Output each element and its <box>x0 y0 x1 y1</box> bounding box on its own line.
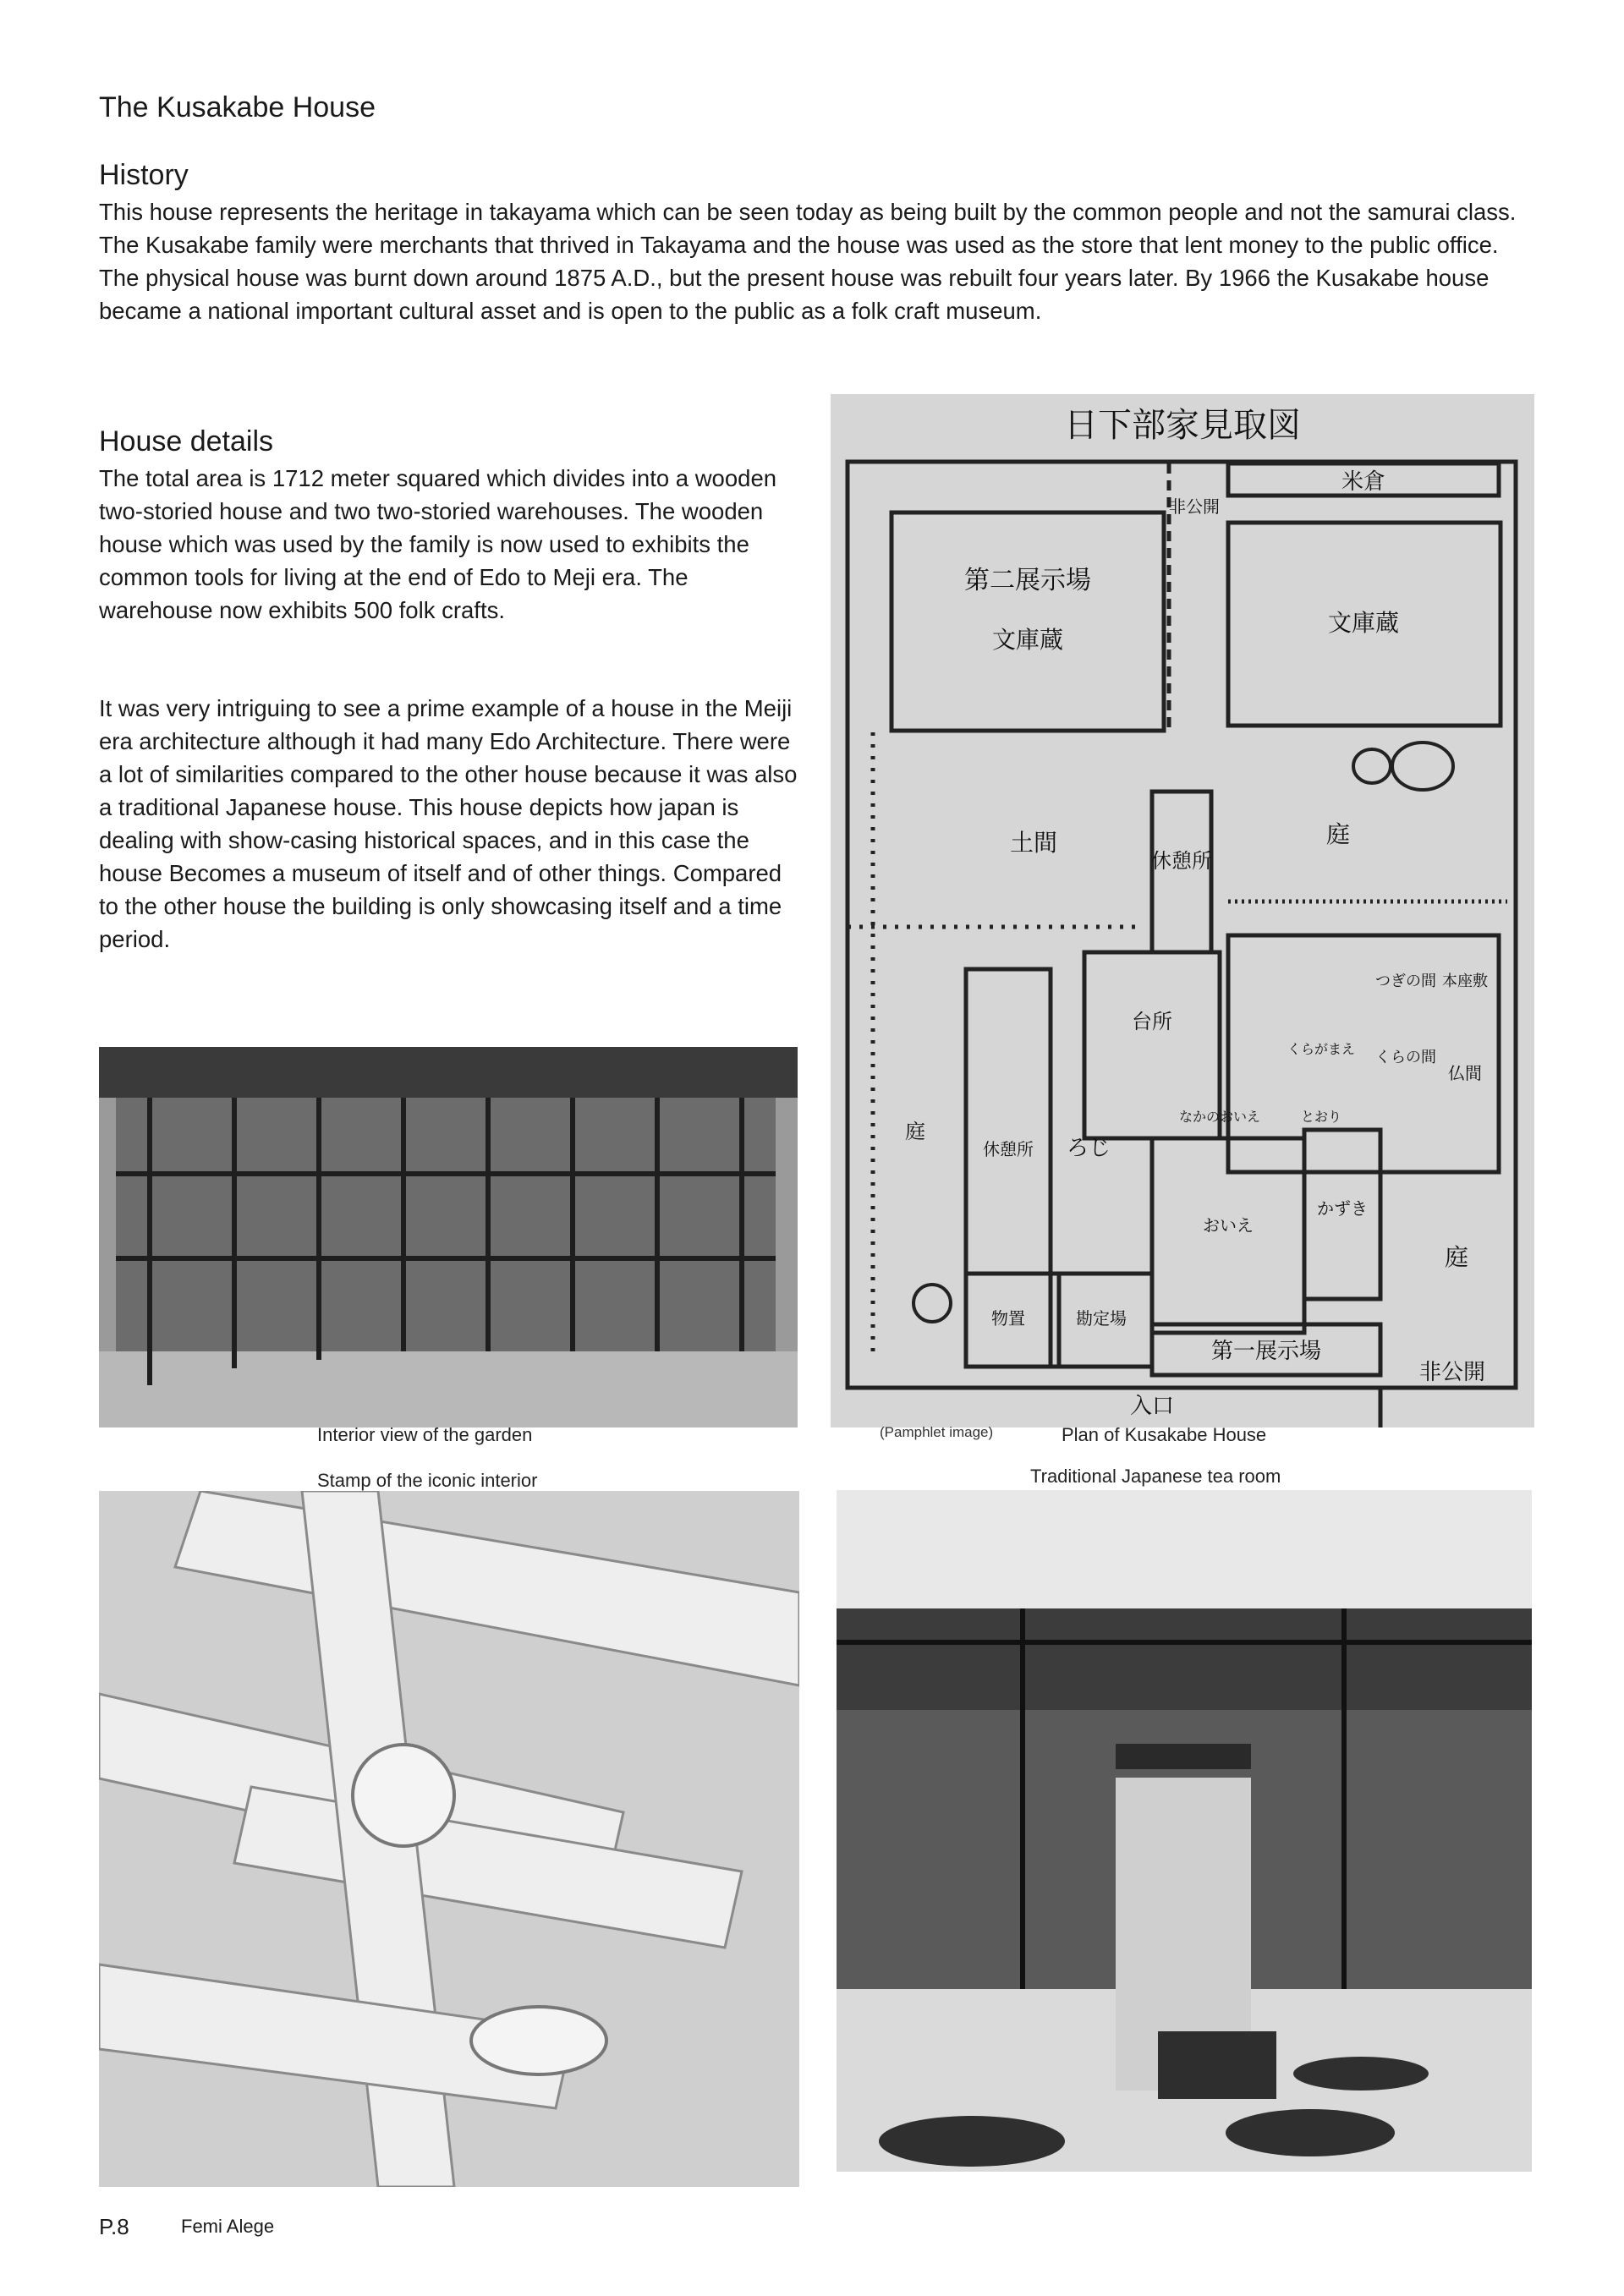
tea-room-photo <box>837 1490 1532 2172</box>
plan-label-garden-left: 庭 <box>905 1120 925 1143</box>
history-heading: History <box>99 159 189 191</box>
plan-label-rest2: 休憩所 <box>983 1139 1034 1159</box>
plan-label-tsugi: つぎの間 <box>1375 973 1436 990</box>
floor-plan-image <box>831 394 1534 1427</box>
plan-label-bunko-left: 文庫蔵 <box>991 626 1064 654</box>
caption-tearoom: Traditional Japanese tea room <box>1030 1466 1281 1487</box>
plan-label-private-top: 非公開 <box>1169 496 1220 517</box>
plan-label-kazuki: かずき <box>1317 1198 1368 1219</box>
caption-plan: Plan of Kusakabe House <box>1062 1424 1267 1445</box>
plan-label-entrance: 入口 <box>1129 1394 1175 1419</box>
plan-label-rest: 休憩所 <box>1151 849 1212 873</box>
plan-label-hall2: 第二展示場 <box>964 566 1091 595</box>
house-details-heading: House details <box>99 425 274 458</box>
plan-label-roji: ろじ <box>1066 1136 1111 1161</box>
plan-label-garden-top: 庭 <box>1325 820 1351 848</box>
stamp-image <box>99 1491 799 2187</box>
plan-label-kura: くらの間 <box>1375 1049 1436 1066</box>
plan-title: 日下部家見取図 <box>1064 406 1301 445</box>
plan-label-rice: 米倉 <box>1341 469 1386 495</box>
page-title: The Kusakabe House <box>99 91 376 123</box>
house-details-text: The total area is 1712 meter squared which divides into a wooden two-storied house and two two-storied warehouses. The wooden house which was used by the family is now used to exhibits the common tools for living at the end of Edo to Meji era. The warehouse now exhibits 500 folk crafts. <box>99 465 777 623</box>
plan-label-private-bottom: 非公開 <box>1418 1360 1486 1385</box>
plan-label-kuraga: くらがまえ <box>1287 1041 1356 1057</box>
plan-label-doma: 土間 <box>1009 829 1058 857</box>
plan-label-bunko-right: 文庫蔵 <box>1327 609 1400 637</box>
plan-label-honzashiki: 本座敷 <box>1442 973 1488 990</box>
plan-label-garden-right: 庭 <box>1444 1243 1469 1271</box>
reflection-text: It was very intriguing to see a prime example of a house in the Meiji era architecture although it had many Edo Architecture. There were a lot of similarities compared to the other house because it was also a traditional Japanese house. This house depicts how japan is dealing with show-casing historical spaces, and in this case the house Becomes a museum of itself and of other things. Compared to the other house the building is only showcasing itself and a time period. <box>99 695 798 952</box>
caption-garden: Interior view of the garden <box>317 1424 533 1445</box>
plan-label-kitchen: 台所 <box>1132 1010 1172 1033</box>
plan-label-hall1: 第一展示場 <box>1210 1339 1322 1364</box>
garden-photo <box>99 1047 798 1427</box>
plan-label-oie: おいえ <box>1203 1215 1254 1236</box>
history-text: This house represents the heritage in takayama which can be seen today as being built by the common people and not the samurai class. The Kusakabe family were merchants that thrived in Takayama and the house was used as the store that lent money to the public office. The physical house was burnt down around 1875 A.D., but the present house was rebuilt four years later. By 1966 the Kusakabe house became a national important cultural asset and is open to the public as a folk craft museum. <box>99 199 1517 324</box>
author-name: Femi Alege <box>181 2216 275 2237</box>
caption-stamp: Stamp of the iconic interior <box>317 1470 538 1491</box>
plan-label-storage: 物置 <box>991 1308 1025 1329</box>
page-number: P.8 <box>99 2214 129 2239</box>
plan-label-naka: なかのおいえ <box>1178 1109 1261 1125</box>
caption-pamphlet: (Pamphlet image) <box>880 1424 994 1440</box>
plan-label-toori: とおり <box>1300 1109 1342 1125</box>
plan-label-butsuma: 仏間 <box>1448 1063 1482 1083</box>
plan-label-kanjo: 勘定場 <box>1076 1308 1127 1329</box>
